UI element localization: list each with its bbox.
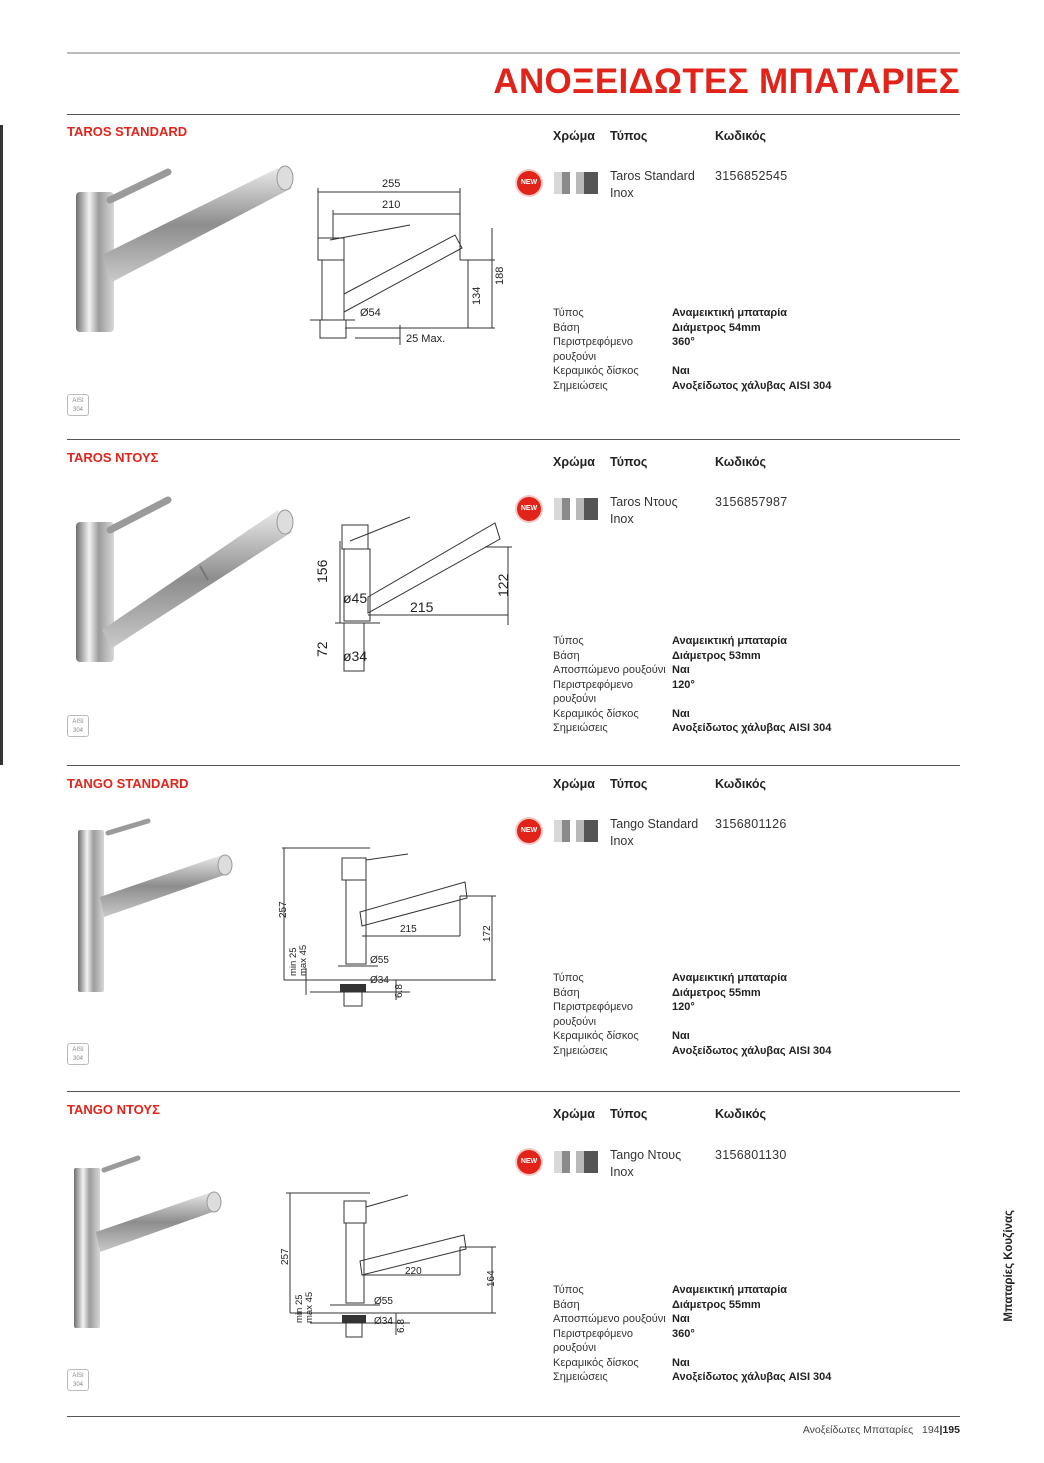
spec-row: Τύπος Αναμεικτική μπαταρία <box>553 1284 788 1296</box>
footer-section: Ανοξείδωτες Μπαταρίες <box>802 1424 914 1436</box>
spec-row: Τύπος Αναμεικτική μπαταρία <box>553 972 788 984</box>
code-header: Κωδικός <box>715 1107 767 1121</box>
section-rule <box>67 439 960 440</box>
spec-table <box>553 971 831 1058</box>
page-footer <box>803 1424 960 1436</box>
dimension-drawing <box>270 1185 510 1355</box>
spec-row: Κεραμικός δίσκος Ναι <box>553 365 690 377</box>
dimension-drawing <box>300 170 520 350</box>
spec-row: Τύπος Αναμεικτική μπαταρία <box>553 635 788 647</box>
spec-row: Σημειώσεις Ανοξείδωτος χάλυβας AISI 304 <box>553 722 832 734</box>
page-title: ΑΝΟΞΕΙΔΩΤΕΣ ΜΠΑΤΑΡΙΕΣ <box>493 62 960 101</box>
product-type-finish: Inox <box>610 186 634 200</box>
product-title: TANGO STANDARD <box>67 776 189 791</box>
product-type-name: Taros Ντους <box>610 495 678 509</box>
color-header: Χρώμα <box>553 129 595 143</box>
aisi-304-badge: AISI 304 <box>67 715 89 737</box>
spec-row: Βάση Διάμετρος 54mm <box>553 321 761 334</box>
type-header: Τύπος <box>610 129 648 143</box>
product-title: TAROS STANDARD <box>67 124 188 139</box>
aisi-304-badge: AISI 304 <box>67 1369 89 1391</box>
faucet-photo <box>60 160 300 340</box>
inox-color-swatch <box>554 820 598 842</box>
spec-table <box>553 1283 831 1385</box>
product-code: 3156801126 <box>715 817 787 831</box>
side-category-label: Μπαταρίες Κουζίνας <box>1003 1210 1015 1322</box>
dim-base-diameter: Ø55 <box>370 955 389 966</box>
spec-row: Σημειώσεις Ανοξείδωτος χάλυβας AISI 304 <box>553 379 832 392</box>
dim-shank-length: 72 <box>314 641 330 657</box>
footer-separator: | <box>939 1424 943 1436</box>
inox-color-swatch <box>554 1151 598 1173</box>
code-header: Κωδικός <box>715 455 767 469</box>
spec-row: Περιστρεφόμενο ρουξούνι 360° <box>553 336 695 363</box>
faucet-photo <box>60 490 300 670</box>
color-header: Χρώμα <box>553 455 595 469</box>
type-header: Τύπος <box>610 455 648 469</box>
dim-height-total: 257 <box>280 1248 291 1265</box>
section-rule <box>67 765 960 766</box>
dim-spout-reach: 215 <box>410 599 434 615</box>
left-edge-mark <box>0 125 3 765</box>
color-header: Χρώμα <box>553 1107 595 1121</box>
new-badge: NEW <box>517 171 541 195</box>
spec-row: Σημειώσεις Ανοξείδωτος χάλυβας AISI 304 <box>553 1044 832 1057</box>
product-code: 3156852545 <box>715 169 788 183</box>
dim-shank-diameter: ø34 <box>343 648 368 664</box>
dim-shank-diameter: Ø34 <box>370 975 389 986</box>
dim-max-thickness: max 45 <box>304 1291 315 1323</box>
inox-color-swatch <box>554 498 598 520</box>
dim-spout-height: 164 <box>486 1270 497 1287</box>
product-type-name: Tango Ντους <box>610 1148 682 1162</box>
dim-base-diameter: ø45 <box>343 590 368 606</box>
spec-row: Βάση Διάμετρος 55mm <box>553 1298 761 1311</box>
aisi-304-badge: AISI 304 <box>67 394 89 416</box>
spec-row: Κεραμικός δίσκος Ναι <box>553 1030 690 1042</box>
spec-row: Αποσπώμενο ρουξούνι Ναι <box>553 1313 690 1325</box>
product-type <box>610 494 710 528</box>
dim-nut-height: 6.8 <box>396 1319 407 1333</box>
spec-row: Βάση Διάμετρος 55mm <box>553 986 761 999</box>
dim-nut-height: 6.8 <box>394 984 405 998</box>
spec-row: Τύπος Αναμεικτική μπαταρία <box>553 307 788 319</box>
product-code: 3156801130 <box>715 1148 787 1162</box>
footer-rule <box>67 1416 960 1417</box>
dim-shank-diameter: Ø34 <box>374 1316 393 1327</box>
product-type-name: Taros Standard <box>610 169 695 183</box>
dim-width-outer: 255 <box>382 178 401 190</box>
dim-spout-reach: 220 <box>405 1266 422 1277</box>
product-code: 3156857987 <box>715 495 788 509</box>
product-type-name: Tango Standard <box>610 817 699 831</box>
dim-width-inner: 210 <box>382 199 401 211</box>
type-header: Τύπος <box>610 1107 648 1121</box>
dim-base-diameter: Ø54 <box>360 307 381 319</box>
dimension-drawing <box>310 515 520 675</box>
dim-spout-height: 122 <box>495 573 511 597</box>
product-type <box>610 1147 710 1181</box>
spec-row: Βάση Διάμετρος 53mm <box>553 649 761 662</box>
dim-max-thickness: 25 Max. <box>406 333 446 345</box>
dim-height-spout: 134 <box>471 286 483 305</box>
new-badge: NEW <box>517 819 541 843</box>
dim-height-total: 188 <box>494 266 506 285</box>
inox-color-swatch <box>554 172 598 194</box>
new-badge: NEW <box>517 1150 541 1174</box>
spec-row: Κεραμικός δίσκος Ναι <box>553 707 690 720</box>
dimension-drawing <box>270 840 510 1010</box>
color-header: Χρώμα <box>553 777 595 791</box>
product-type-finish: Inox <box>610 1165 634 1179</box>
dim-min-thickness: min 25 <box>288 947 299 976</box>
section-rule <box>67 1091 960 1092</box>
type-header: Τύπος <box>610 777 648 791</box>
product-type-finish: Inox <box>610 834 634 848</box>
product-type <box>610 816 710 850</box>
spec-row: Σημειώσεις Ανοξείδωτος χάλυβας AISI 304 <box>553 1371 832 1383</box>
dim-base-diameter: Ø55 <box>374 1296 393 1307</box>
spec-row: Αποσπώμενο ρουξούνι Ναι <box>553 664 690 676</box>
dim-min-thickness: min 25 <box>294 1294 305 1323</box>
dim-max-thickness: max 45 <box>298 944 309 976</box>
footer-page-right: 195 <box>942 1424 960 1436</box>
dim-height-total: 257 <box>278 901 289 918</box>
code-header: Κωδικός <box>715 777 767 791</box>
spec-row: Περιστρεφόμενο ρουξούνι 120° <box>553 1001 695 1028</box>
section-rule <box>67 114 960 115</box>
top-rule <box>67 52 960 54</box>
faucet-photo <box>70 815 240 995</box>
footer-page-left: 194 <box>921 1424 940 1436</box>
spec-table <box>553 634 831 736</box>
dim-spout-height: 172 <box>482 925 493 942</box>
product-type <box>610 168 710 202</box>
aisi-304-badge: AISI 304 <box>67 1043 89 1065</box>
dim-height-body: 156 <box>314 559 330 583</box>
spec-row: Περιστρεφόμενο ρουξούνι 360° <box>553 1327 695 1354</box>
dim-spout-reach: 215 <box>400 924 417 935</box>
product-type-finish: Inox <box>610 512 634 526</box>
spec-row: Περιστρεφόμενο ρουξούνι 120° <box>553 678 695 705</box>
product-title: TAROS ΝΤΟΥΣ <box>67 450 159 465</box>
faucet-photo <box>66 1150 236 1330</box>
product-title: TANGO ΝΤΟΥΣ <box>67 1102 160 1117</box>
new-badge: NEW <box>517 497 541 521</box>
spec-row: Κεραμικός δίσκος Ναι <box>553 1356 690 1369</box>
spec-table <box>553 306 831 393</box>
code-header: Κωδικός <box>715 129 767 143</box>
